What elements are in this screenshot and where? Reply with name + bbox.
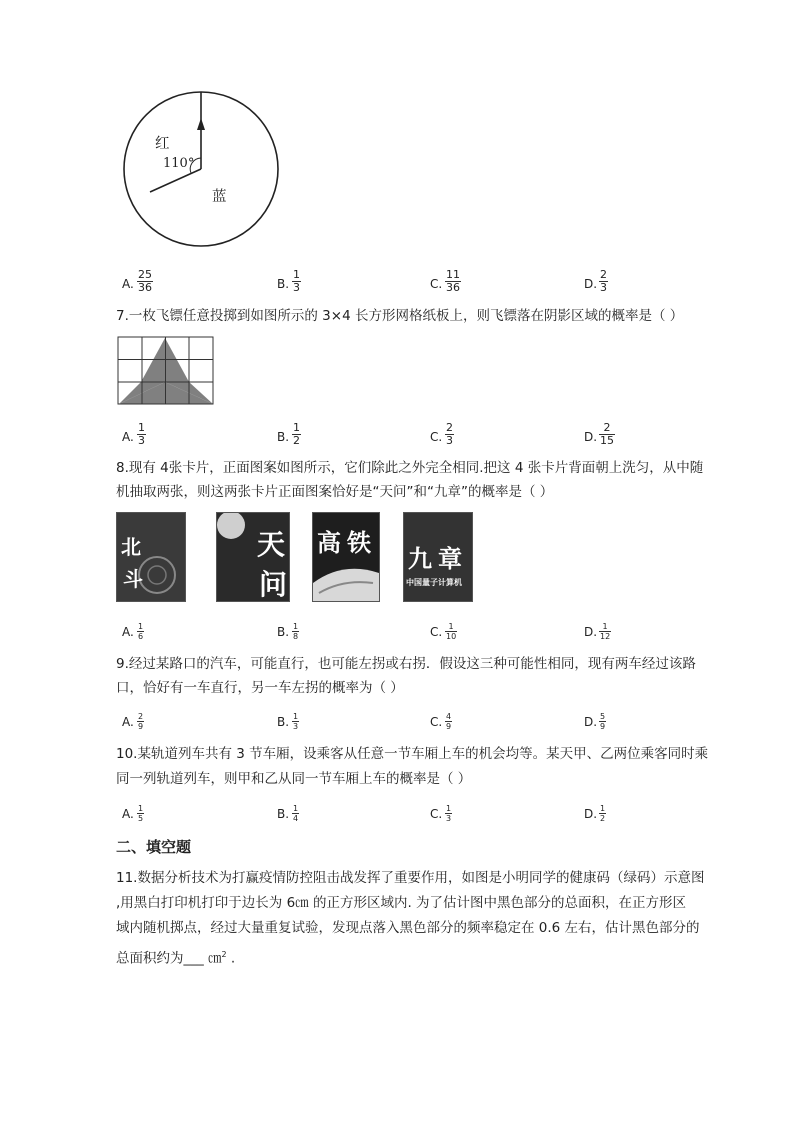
card-char: 铁 (347, 528, 371, 557)
fraction-numerator: 5 (600, 712, 606, 721)
option-fraction (599, 269, 608, 294)
card-tianwen (216, 512, 290, 602)
label-red: 红 (155, 136, 170, 152)
fraction-numerator: 1 (293, 268, 300, 281)
answer-option[interactable] (122, 618, 182, 650)
card-char: 北 (121, 535, 141, 559)
q8-text-line2: 机抽取两张，则这两张卡片正面图案恰好是“天问”和“九章”的概率是（ ） (116, 484, 554, 500)
option-letter: D. (584, 430, 598, 444)
fraction-numerator: 2 (600, 268, 607, 281)
answer-option[interactable] (430, 708, 490, 740)
answer-option[interactable] (277, 618, 337, 650)
fraction-numerator: 1 (448, 622, 454, 631)
fraction-numerator: 2 (138, 712, 144, 721)
fraction-denominator: 3 (446, 434, 453, 447)
q7-text: 7.一枚飞镖任意投掷到如图所示的 3×4 长方形网格纸板上，则飞镖落在阴影区域的概率是（ ） (116, 308, 684, 324)
option-letter: C. (430, 277, 443, 291)
fraction-denominator: 36 (446, 281, 460, 294)
answer-option[interactable] (430, 618, 490, 650)
answer-option[interactable] (430, 800, 490, 832)
option-letter: A. (122, 430, 134, 444)
spinner-figure (120, 88, 282, 250)
option-fraction (137, 804, 144, 823)
grid-figure (117, 336, 215, 406)
q11-line4-superscript: 2 (221, 950, 227, 959)
fraction-denominator: 3 (138, 434, 145, 447)
q11-line4-end: . (226, 950, 236, 967)
option-letter: D. (584, 715, 598, 729)
answer-option[interactable] (122, 708, 182, 740)
fraction-numerator: 1 (293, 421, 300, 434)
answer-option[interactable] (430, 422, 490, 454)
q11-line4-main: 总面积约为___ ㎝ (116, 950, 222, 967)
fraction-denominator: 5 (138, 814, 144, 823)
option-fraction (137, 269, 153, 294)
fraction-numerator: 1 (293, 622, 299, 631)
option-fraction (292, 269, 301, 294)
answer-option[interactable] (277, 269, 337, 301)
q10-text-line1: 10.某轨道列车共有 3 节车厢，设乘客从任意一节车厢上车的机会均等。某天甲、乙两位乘客同时乘 (116, 746, 709, 762)
answer-option[interactable] (277, 422, 337, 454)
fraction-numerator: 2 (446, 421, 453, 434)
fraction-denominator: 3 (446, 814, 452, 823)
fraction-denominator: 3 (293, 281, 300, 294)
fraction-denominator: 4 (293, 814, 299, 823)
fraction-denominator: 10 (446, 632, 457, 641)
option-letter: B. (277, 715, 290, 729)
answer-option[interactable] (584, 422, 644, 454)
option-letter: A. (122, 715, 134, 729)
fraction-numerator: 1 (293, 804, 299, 813)
option-letter: B. (277, 807, 290, 821)
fraction-numerator: 1 (293, 712, 299, 721)
fraction-numerator: 1 (600, 804, 606, 813)
fraction-denominator: 9 (600, 722, 606, 731)
fraction-denominator: 12 (600, 632, 611, 641)
fraction-denominator: 6 (138, 632, 144, 641)
fraction-numerator: 1 (138, 804, 144, 813)
fraction-denominator: 9 (446, 722, 452, 731)
option-fraction (445, 622, 457, 641)
answer-option[interactable] (584, 708, 644, 740)
fraction-numerator: 25 (138, 268, 152, 281)
fraction-denominator: 2 (600, 814, 606, 823)
fraction-denominator: 36 (138, 281, 152, 294)
option-letter: C. (430, 807, 443, 821)
answer-option[interactable] (277, 708, 337, 740)
option-letter: D. (584, 625, 598, 639)
q11-text-line2: ,用黑白打印机打印于边长为 6㎝ 的正方形区域内. 为了估计图中黑色部分的总面积，在正方形区 (116, 895, 687, 911)
q11-text-line1: 11.数据分析技术为打赢疫情防控阻击战发挥了重要作用，如图是小明同学的健康码（绿码）示意图 (116, 870, 705, 886)
card-gaotie (312, 512, 380, 602)
fraction-numerator: 1 (138, 421, 145, 434)
option-fraction (599, 622, 611, 641)
answer-option[interactable] (122, 269, 182, 301)
q9-text-line1: 9.经过某路口的汽车，可能直行，也可能左拐或右拐．假设这三种可能性相同，现有两车经过该路 (116, 656, 696, 672)
option-letter: C. (430, 625, 443, 639)
q10-text-line2: 同一列轨道列车，则甲和乙从同一节车厢上车的概率是（ ） (116, 771, 472, 787)
answer-option[interactable] (277, 800, 337, 832)
card-jiuzhang (403, 512, 473, 602)
answer-option[interactable] (584, 618, 644, 650)
answer-option[interactable] (122, 800, 182, 832)
answer-option[interactable] (430, 269, 490, 301)
fraction-denominator: 2 (293, 434, 300, 447)
fraction-denominator: 9 (138, 722, 144, 731)
card-char: 斗 (123, 567, 143, 591)
fraction-denominator: 3 (293, 722, 299, 731)
fraction-numerator: 2 (603, 421, 611, 434)
option-letter: B. (277, 277, 290, 291)
option-fraction (137, 622, 144, 641)
q11-text-line3: 域内随机掷点，经过大量重复试验，发现点落入黑色部分的频率稳定在 0.6 左右，估计黑色部分的 (116, 920, 700, 936)
option-letter: A. (122, 625, 134, 639)
option-fraction (445, 422, 454, 447)
fraction-denominator: 8 (293, 632, 299, 641)
option-fraction (445, 269, 461, 294)
fraction-numerator: 1 (138, 622, 144, 631)
option-letter: C. (430, 430, 443, 444)
option-letter: A. (122, 807, 134, 821)
label-blue: 蓝 (212, 189, 227, 205)
fraction-numerator: 1 (602, 622, 608, 631)
option-fraction (292, 622, 299, 641)
option-fraction (445, 804, 452, 823)
card-char: 问 (259, 568, 288, 601)
fraction-numerator: 4 (446, 712, 452, 721)
section-title: 二、填空题 (116, 838, 192, 856)
option-fraction (599, 422, 615, 447)
fraction-numerator: 11 (446, 268, 460, 281)
option-fraction (292, 804, 299, 823)
option-fraction (445, 712, 452, 731)
option-fraction (292, 422, 301, 447)
q8-text-line1: 8.现有 4张卡片，正面图案如图所示，它们除此之外完全相同.把这 4 张卡片背面朝上洗匀，从中随 (116, 460, 704, 476)
answer-option[interactable] (584, 800, 644, 832)
answer-option[interactable] (584, 269, 644, 301)
answer-option[interactable] (122, 422, 182, 454)
card-caption: 中国量子计算机 (406, 577, 462, 587)
option-letter: D. (584, 277, 598, 291)
option-letter: D. (584, 807, 598, 821)
q9-text-line2: 口，恰好有一车直行，另一车左拐的概率为（ ） (116, 680, 404, 696)
option-letter: A. (122, 277, 134, 291)
option-fraction (599, 712, 606, 731)
card-beidou (116, 512, 186, 602)
option-letter: B. (277, 430, 290, 444)
fraction-denominator: 3 (600, 281, 607, 294)
card-char: 章 (438, 544, 462, 573)
option-fraction (137, 712, 144, 731)
option-fraction (137, 422, 146, 447)
label-angle: 110° (163, 156, 195, 171)
option-fraction (599, 804, 606, 823)
fraction-denominator: 15 (600, 434, 614, 447)
card-char: 九 (408, 544, 432, 573)
option-fraction (292, 712, 299, 731)
fraction-numerator: 1 (446, 804, 452, 813)
card-char: 高 (317, 528, 341, 557)
option-letter: C. (430, 715, 443, 729)
option-letter: B. (277, 625, 290, 639)
q11-text-line4 (116, 942, 235, 972)
card-char: 天 (257, 528, 286, 561)
